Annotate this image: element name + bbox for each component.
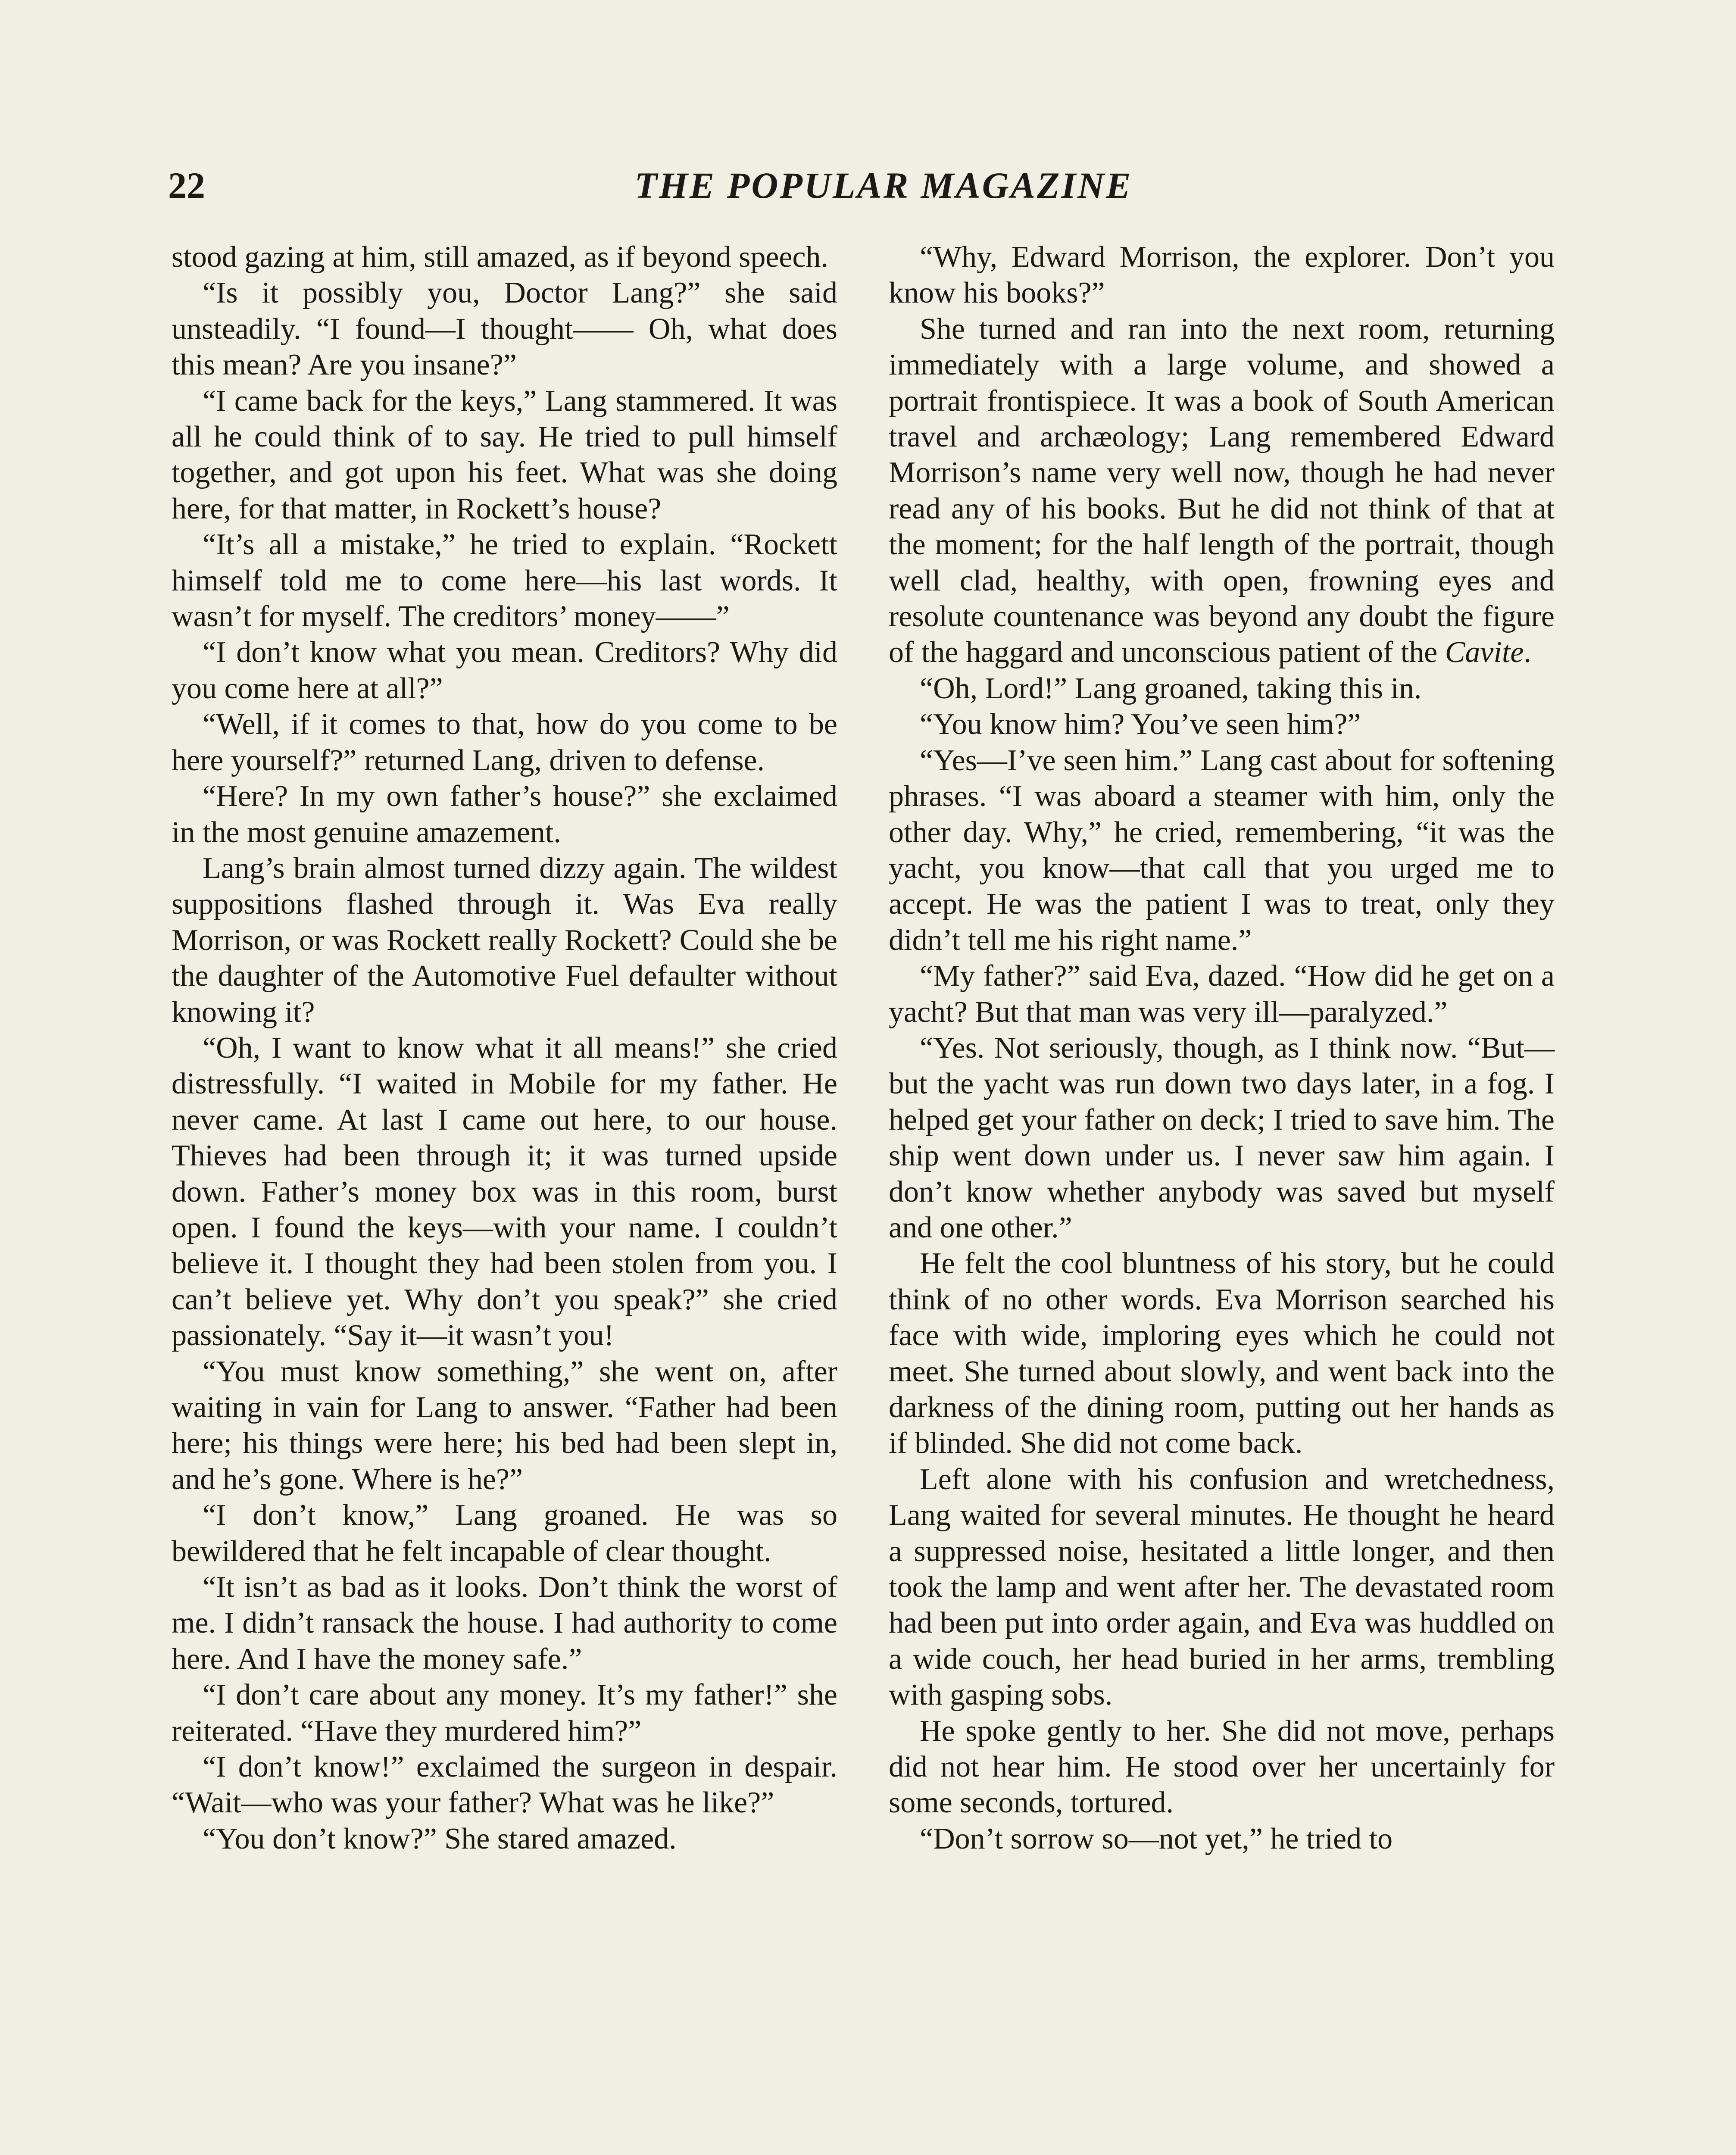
paragraph: stood gazing at him, still amazed, as if beyond speech. (172, 240, 829, 274)
paragraph: “I came back for the keys,” Lang stammered. It was all he could think of to say. He tried to pull himself together, and got upon his feet. What was she doing here, for that matter, in Rockett’s house? (172, 384, 837, 525)
paragraph: “I don’t know,” Lang groaned. He was so bewildered that he felt incapable of clear thought. (172, 1499, 837, 1568)
paragraph: “It’s all a mistake,” he tried to explain. “Rockett himself told me to come here—his last words. It wasn’t for myself. The creditors’ money——” (172, 528, 837, 634)
paragraph: “You know him? You’ve seen him?” (920, 708, 1361, 741)
left-column (172, 239, 837, 1857)
paragraph: “Is it possibly you, Doctor Lang?” she said unsteadily. “I found—I thought—— Oh, what does this mean? Are you insane?” (172, 276, 837, 382)
paragraph: “Don’t sorrow so—not yet,” he tried to (920, 1822, 1393, 1855)
paragraph: “I don’t care about any money. It’s my father!” she reiterated. “Have they murdered him?” (172, 1678, 837, 1748)
paragraph: He felt the cool bluntness of his story, but he could think of no other words. Eva Morrison searched his face with wide, imploring eyes which he could not meet. She turned about slowly, and went back into the darkness of the dining room, putting out her hands as if blinded. She did not come back. (889, 1247, 1555, 1460)
paragraph: “My father?” said Eva, dazed. “How did he get on a yacht? But that man was very ill—paralyzed.” (889, 959, 1555, 1029)
paragraph: “You don’t know?” She stared amazed. (203, 1822, 677, 1855)
paragraph: “Well, if it comes to that, how do you come to be here yourself?” returned Lang, driven to defense. (172, 708, 837, 777)
paragraph-text: She turned and ran into the next room, returning immediately with a large volume, and showed a portrait frontispiece. It was a book of South American travel and archæology; Lang remembered Edward Morrison’s name very well now, though he had never read any of his books. But he did not think of that at the moment; for the half length of the portrait, though well clad, healthy, with open, frowning eyes and resolute countenance was beyond any doubt the figure of the haggard and unconscious patient of the (889, 312, 1555, 669)
paragraph: “I don’t know!” exclaimed the surgeon in despair. “Wait—who was your father? What was he like?” (172, 1750, 837, 1820)
paragraph: “Oh, I want to know what it all means!” she cried distressfully. “I waited in Mobile for my father. He never came. At last I came out here, to our house. Thieves had been through it; it was turned upside down. Father’s money box was in this room, burst open. I found the keys—with your name. I couldn’t believe it. I thought they had been stolen from you. I can’t believe yet. Why don’t you speak?” she cried passionately. “Say it—it wasn’t you! (172, 1031, 837, 1352)
paragraph: “You must know something,” she went on, after waiting in vain for Lang to answer. “Father had been here; his things were here; his bed had been slept in, and he’s gone. Where is he?” (172, 1355, 837, 1496)
running-title: THE POPULAR MAGAZINE (634, 165, 1133, 206)
paragraph: “It isn’t as bad as it looks. Don’t think the worst of me. I didn’t ransack the house. I had authority to come here. And I have the money safe.” (172, 1571, 837, 1676)
paragraph: “Oh, Lord!” Lang groaned, taking this in. (920, 671, 1422, 705)
paragraph: “Here? In my own father’s house?” she exclaimed in the most genuine amazement. (172, 780, 837, 849)
paragraph: “Yes. Not seriously, though, as I think now. “But—but the yacht was run down two days later, in a fog. I helped get your father on deck; I tried to save him. The ship went down under us. I never saw him again. I don’t know whether anybody was saved but myself and one other.” (889, 1031, 1555, 1244)
paragraph: “Why, Edward Morrison, the explorer. Don’t you know his books?” (889, 240, 1555, 310)
paragraph: He spoke gently to her. She did not move, perhaps did not hear him. He stood over her uncertainly for some seconds, tortured. (889, 1714, 1555, 1820)
paragraph: Lang’s brain almost turned dizzy again. The wildest suppositions flashed through it. Was Eva really Morrison, or was Rockett really Rockett? Could she be the daughter of the Automotive Fuel defaulter without knowing it? (172, 851, 837, 1029)
page-number: 22 (168, 165, 205, 206)
paragraph (889, 311, 1555, 671)
paragraph: “I don’t know what you mean. Creditors? Why did you come here at all?” (172, 636, 837, 705)
paragraph: “Yes—I’ve seen him.” Lang cast about for softening phrases. “I was aboard a steamer with him, only the other day. Why,” he cried, remembering, “it was the yacht, you know—that call that you urged me to accept. He was the patient I was to treat, only they didn’t tell me his right name.” (889, 743, 1555, 957)
ship-name: Cavite (1445, 636, 1524, 669)
right-column (889, 239, 1555, 1857)
paragraph: Left alone with his confusion and wretchedness, Lang waited for several minutes. He thought he heard a suppressed noise, hesitated a little longer, and then took the lamp and went after her. The devastated room had been put into order again, and Eva was huddled on a wide couch, her head buried in her arms, trembling with gasping sobs. (889, 1462, 1555, 1712)
paragraph-end: . (1524, 636, 1531, 669)
